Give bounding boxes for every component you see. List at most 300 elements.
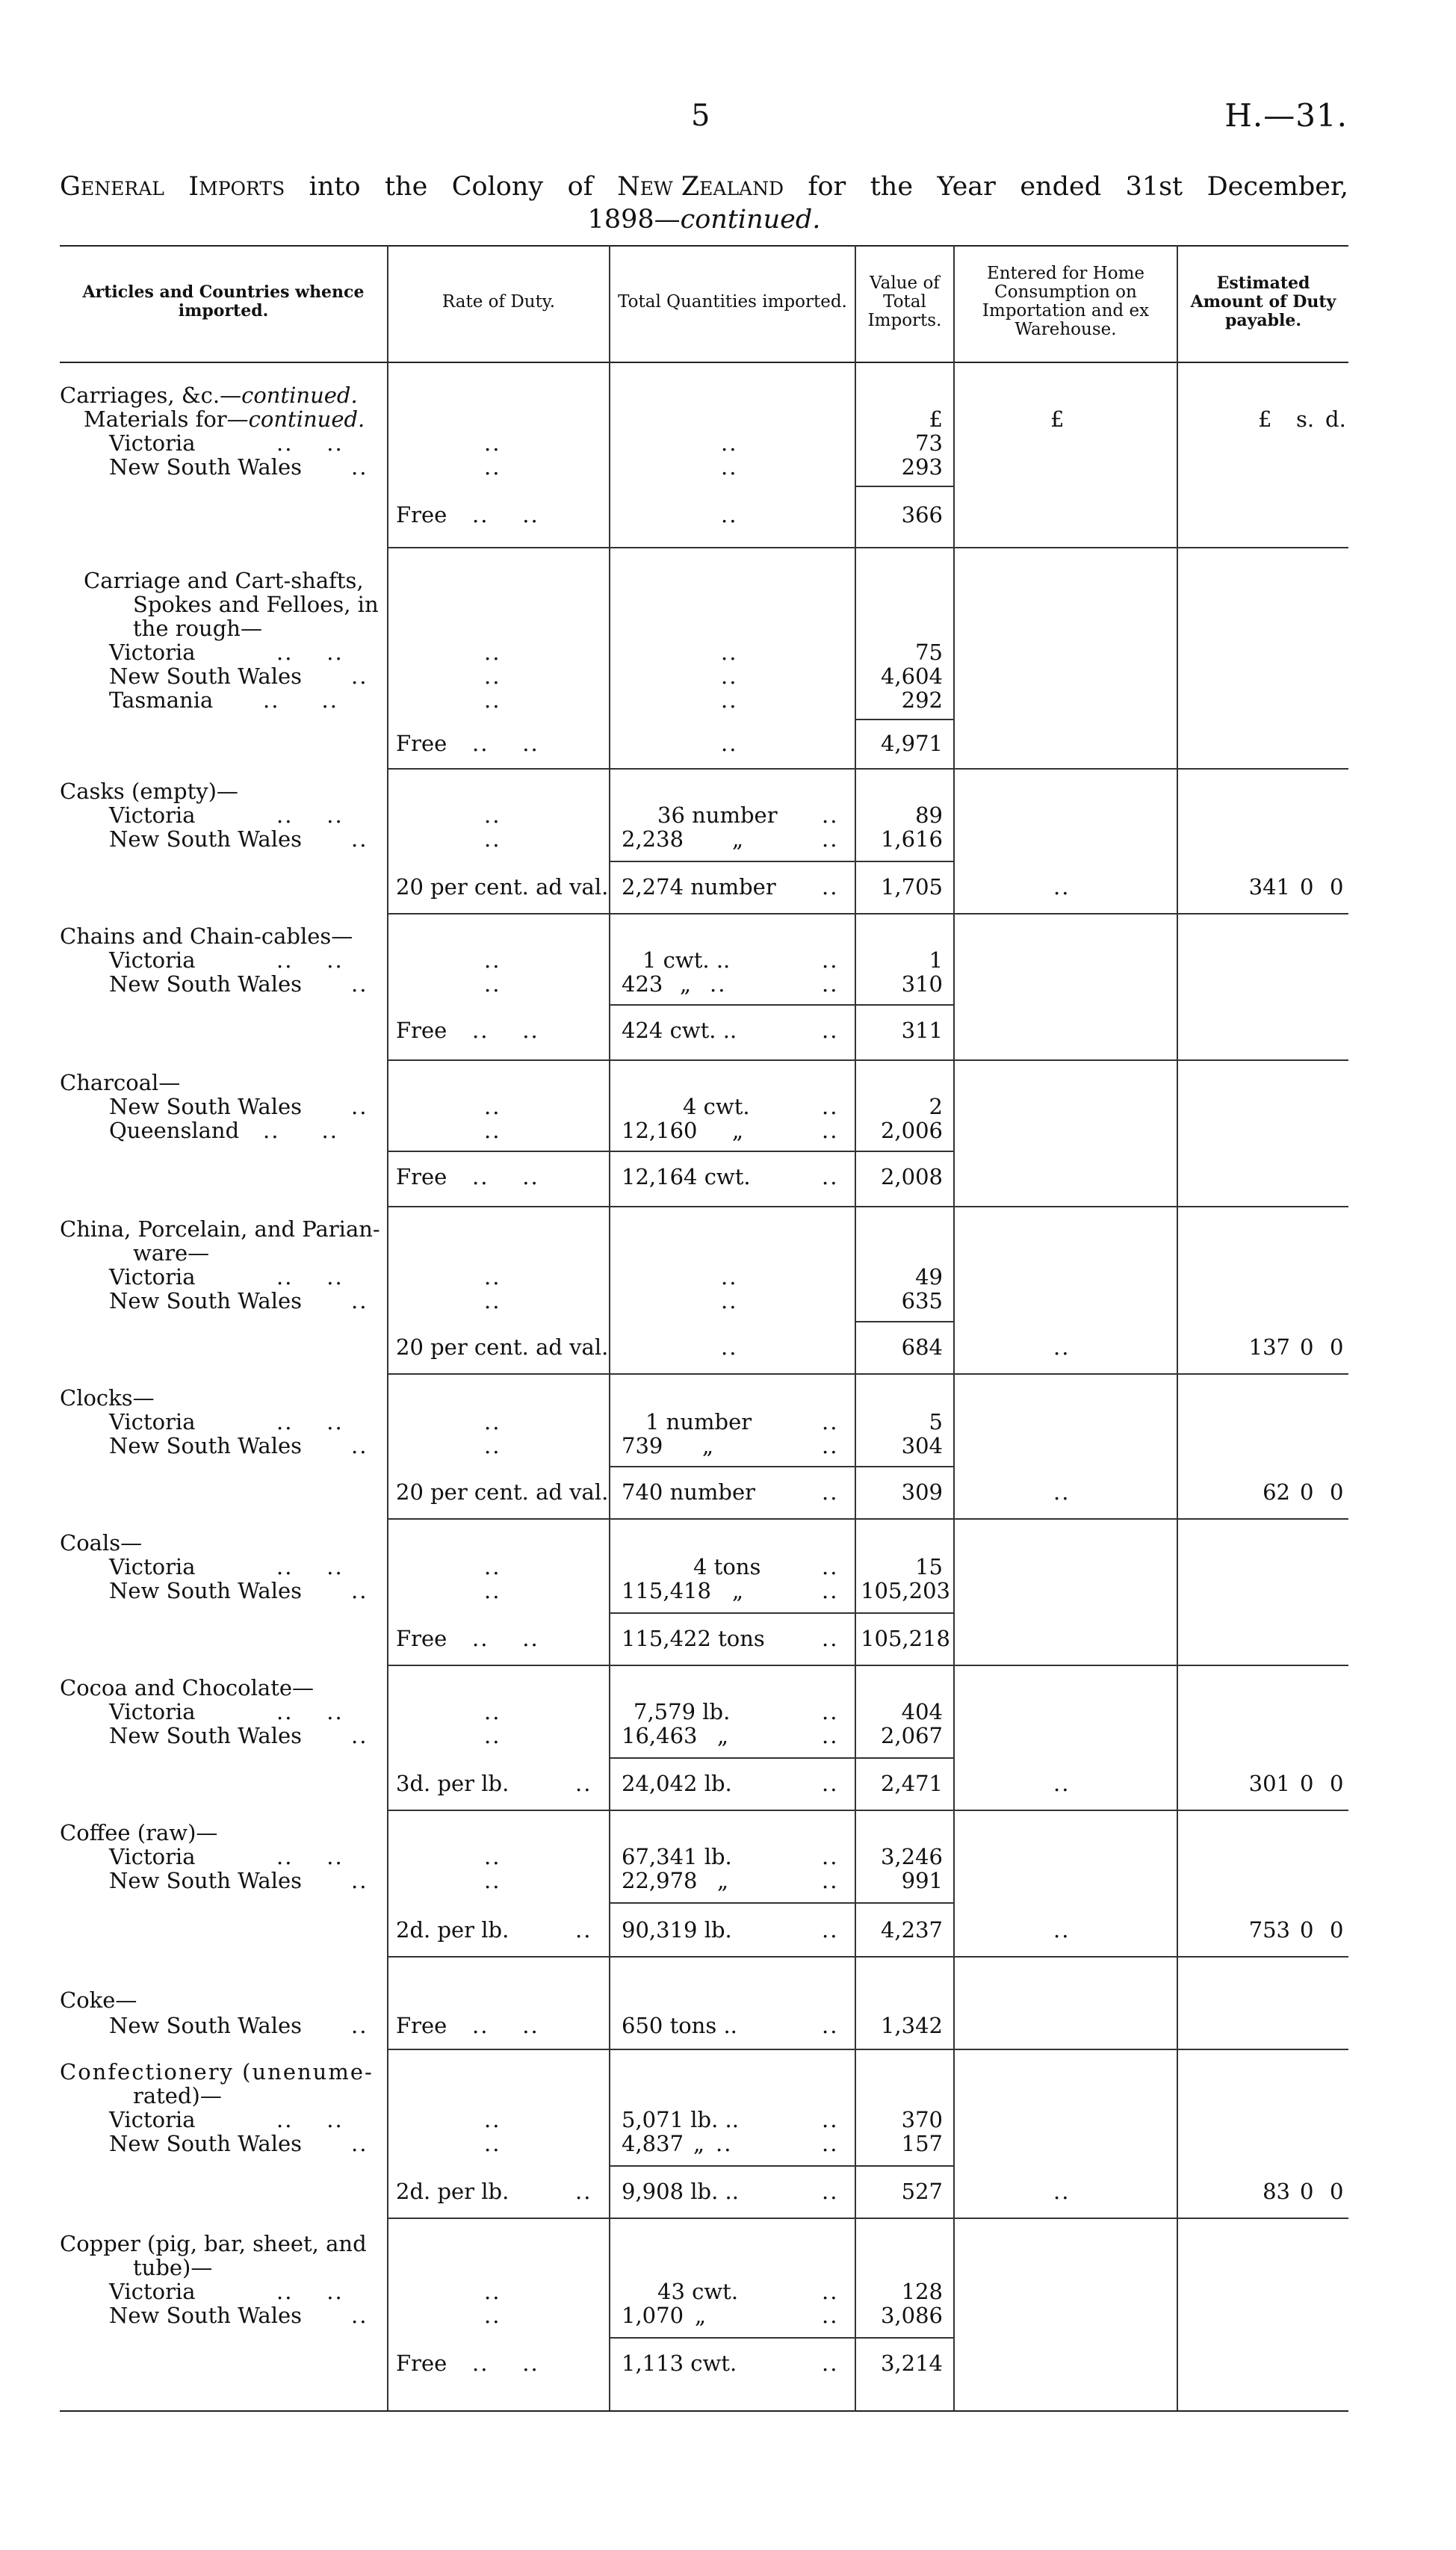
value-cell: 1: [929, 947, 943, 973]
duty-pounds: 301: [1248, 1771, 1290, 1796]
leader-dots: ..: [351, 826, 368, 852]
subtotal-rule: [856, 1321, 953, 1322]
country-label: Victoria: [109, 802, 196, 828]
leader-dots: .. ..: [472, 502, 539, 527]
group-rule: [387, 547, 1348, 548]
quantity-cell: 4,837: [622, 2131, 684, 2156]
leader-dots: ..: [351, 663, 368, 689]
value-total: 2,471: [880, 1771, 943, 1796]
duty-pounds: 83: [1263, 2179, 1290, 2204]
value-cell: 5: [929, 1409, 943, 1435]
leader-dots: ..: [822, 1868, 839, 1893]
title-year: 1898—: [587, 205, 681, 235]
leader-dots: ..: [822, 947, 839, 973]
ditto-mark: „: [732, 1118, 744, 1143]
leader-dots: ..: [351, 454, 368, 480]
rate-cell: Free: [396, 502, 447, 527]
leader-dots: ..: [484, 454, 501, 480]
leader-dots: ..: [351, 1288, 368, 1313]
value-cell: 75: [915, 640, 943, 665]
country-label: Victoria: [109, 640, 196, 665]
quantity-total: 90,319 lb.: [622, 1917, 732, 1943]
leader-dots: ..: [822, 1018, 839, 1043]
leader-dots: .. ..: [472, 731, 539, 756]
title-word: General: [60, 172, 164, 202]
leader-dots: ..: [1053, 874, 1071, 900]
value-cell: 4,604: [880, 663, 943, 689]
subtotal-rule: [609, 861, 953, 862]
value-total: 1,705: [880, 874, 943, 900]
leader-dots: ..: [721, 731, 738, 756]
group-subtitle: Materials for—continued.: [84, 406, 365, 432]
country-label: Victoria: [109, 947, 196, 973]
group-title: Copper (pig, bar, sheet, and: [60, 2231, 367, 2256]
quantity-cell: 1 cwt. ..: [642, 947, 731, 973]
leader-dots: ..: [822, 1917, 839, 1943]
leader-dots: ..: [575, 1771, 592, 1796]
ditto-mark: „: [732, 1578, 744, 1603]
ditto-mark: „: [702, 1433, 714, 1458]
duty-unit-shillings: s.: [1296, 406, 1315, 432]
leader-dots: ..: [822, 826, 839, 852]
country-label: New South Wales: [109, 1288, 303, 1313]
group-rule: [387, 768, 1348, 770]
quantity-total: 12,164 cwt.: [622, 1164, 751, 1189]
leader-dots: ..: [721, 1288, 738, 1313]
value-cell: 3,086: [880, 2303, 943, 2328]
country-label: Victoria: [109, 1699, 196, 1724]
leader-dots: .. ..: [276, 640, 344, 665]
title-word: the: [870, 172, 914, 202]
duty-pence: 0: [1330, 1479, 1344, 1505]
leader-dots: ..: [351, 1094, 368, 1119]
group-title: Coffee (raw)—: [60, 1820, 218, 1845]
leader-dots: ..: [822, 2303, 839, 2328]
leader-dots: .. ..: [276, 2279, 344, 2304]
value-cell: 73: [915, 430, 943, 456]
country-label: Victoria: [109, 1844, 196, 1869]
value-cell: 404: [901, 1699, 943, 1724]
country-label: New South Wales: [109, 2013, 303, 2038]
leader-dots: ..: [1053, 1334, 1071, 1360]
country-label: Victoria: [109, 2279, 196, 2304]
group-title: rated)—: [133, 2083, 222, 2108]
subtotal-rule: [609, 1902, 953, 1904]
table-top-rule: [60, 245, 1348, 247]
leader-dots: ..: [721, 1334, 738, 1360]
value-cell: 1,616: [880, 826, 943, 852]
duty-pounds: 341: [1248, 874, 1290, 900]
leader-dots: ..: [484, 640, 501, 665]
quantity-cell: 2,238: [622, 826, 684, 852]
ditto-mark: „: [717, 1868, 729, 1893]
leader-dots: ..: [822, 1723, 839, 1748]
quantity-cell: 1 number: [645, 1409, 752, 1435]
quantity-cell: 43 cwt.: [657, 2279, 739, 2304]
duty-pence: 0: [1330, 1917, 1344, 1943]
ditto-mark: „: [717, 1723, 729, 1748]
quantity-total: 424 cwt. ..: [622, 1018, 737, 1043]
quantity-total: 9,908 lb. ..: [622, 2179, 739, 2204]
country-label: New South Wales: [109, 1433, 303, 1458]
leader-dots: ..: [822, 1844, 839, 1869]
group-rule: [387, 913, 1348, 915]
quantity-total: 24,042 lb.: [622, 1771, 732, 1796]
leader-dots: ..: [351, 1723, 368, 1748]
value-cell: 2,006: [880, 1118, 943, 1143]
country-label: Victoria: [109, 2107, 196, 2132]
value-cell: 105,203: [861, 1578, 950, 1603]
column-header-entered: Entered for Home Consumption on Importation and ex Warehouse.: [982, 264, 1150, 339]
leader-dots: ..: [1053, 1917, 1071, 1943]
title-word: 31st: [1125, 172, 1183, 202]
rate-cell: Free: [396, 2351, 447, 2376]
leader-dots: .. ..: [276, 947, 344, 973]
duty-pence: 0: [1330, 1334, 1344, 1360]
leader-dots: ..: [721, 663, 738, 689]
leader-dots: ..: [351, 1578, 368, 1603]
leader-dots: ..: [822, 874, 839, 900]
title-word: December,: [1206, 172, 1348, 202]
column-divider: [387, 245, 388, 2410]
country-label: Queensland: [109, 1118, 240, 1143]
imports-table: [60, 245, 1348, 2412]
leader-dots: .. ..: [276, 2107, 344, 2132]
header-bottom-rule: [60, 362, 1348, 363]
table-bottom-rule: [60, 2410, 1348, 2412]
duty-unit-pounds: £: [1258, 406, 1272, 432]
column-divider: [1177, 245, 1178, 2410]
duty-shillings: 0: [1300, 1479, 1314, 1505]
value-cell: 15: [915, 1554, 943, 1579]
leader-dots: ..: [1053, 1479, 1071, 1505]
subtotal-rule: [609, 1004, 953, 1006]
leader-dots: ..: [484, 1433, 501, 1458]
country-label: New South Wales: [109, 2131, 303, 2156]
leader-dots: ..: [822, 1554, 839, 1579]
group-title: ware—: [133, 1240, 210, 1266]
leader-dots: ..: [822, 2279, 839, 2304]
leader-dots: ..: [484, 1554, 501, 1579]
leader-dots: ..: [710, 971, 727, 997]
title-word: for: [808, 172, 846, 202]
column-divider: [855, 245, 856, 2410]
duty-pence: 0: [1330, 1771, 1344, 1796]
duty-pence: 0: [1330, 874, 1344, 900]
leader-dots: ..: [822, 1771, 839, 1796]
leader-dots: ..: [822, 2013, 839, 2038]
rate-cell: 2d. per lb.: [396, 1917, 509, 1943]
group-title: Coals—: [60, 1530, 143, 1556]
value-cell: 2: [929, 1094, 943, 1119]
leader-dots: ..: [822, 2351, 839, 2376]
duty-shillings: 0: [1300, 1917, 1314, 1943]
duty-pence: 0: [1330, 2179, 1344, 2204]
duty-pounds: 137: [1248, 1334, 1290, 1360]
leader-dots: ..: [484, 2107, 501, 2132]
leader-dots: ..: [822, 1094, 839, 1119]
quantity-cell: 7,579 lb.: [633, 1699, 731, 1724]
title-word: into: [309, 172, 361, 202]
leader-dots: .. ..: [472, 2013, 539, 2038]
leader-dots: .. ..: [263, 687, 338, 713]
leader-dots: ..: [822, 2179, 839, 2204]
leader-dots: ..: [484, 1094, 501, 1119]
leader-dots: .. ..: [276, 802, 344, 828]
quantity-total: 115,422 tons: [622, 1626, 765, 1651]
value-total: 4,237: [880, 1917, 943, 1943]
leader-dots: ..: [822, 1164, 839, 1189]
leader-dots: ..: [721, 454, 738, 480]
column-header-quantities: Total Quantities imported.: [618, 291, 847, 312]
leader-dots: ..: [484, 1699, 501, 1724]
title-word: the: [384, 172, 428, 202]
country-label: New South Wales: [109, 1723, 303, 1748]
leader-dots: ..: [822, 971, 839, 997]
leader-dots: .. ..: [276, 1699, 344, 1724]
page-title: [60, 170, 1348, 236]
duty-pounds: 62: [1263, 1479, 1290, 1505]
group-title: Clocks—: [60, 1385, 155, 1411]
rate-cell: Free: [396, 1626, 447, 1651]
leader-dots: ..: [484, 826, 501, 852]
leader-dots: ..: [351, 2131, 368, 2156]
leader-dots: ..: [822, 1118, 839, 1143]
quantity-cell: 1,070: [622, 2303, 684, 2328]
value-cell: 991: [901, 1868, 943, 1893]
ditto-mark: „: [732, 826, 744, 852]
group-rule: [387, 1206, 1348, 1207]
country-label: New South Wales: [109, 971, 303, 997]
value-cell: 3,246: [880, 1844, 943, 1869]
subtotal-rule: [609, 1466, 953, 1467]
leader-dots: ..: [721, 430, 738, 456]
value-cell: 49: [915, 1264, 943, 1290]
leader-dots: .. ..: [276, 1844, 344, 1869]
leader-dots: ..: [822, 2107, 839, 2132]
leader-dots: ..: [1053, 2179, 1071, 2204]
quantity-total: 1,113 cwt.: [622, 2351, 737, 2376]
quantity-cell: 5,071 lb. ..: [622, 2107, 739, 2132]
country-label: New South Wales: [109, 1868, 303, 1893]
subtotal-rule: [856, 719, 953, 720]
leader-dots: ..: [484, 1578, 501, 1603]
group-title: China, Porcelain, and Parian-: [60, 1216, 380, 1242]
leader-dots: ..: [484, 947, 501, 973]
group-title: Cocoa and Chocolate—: [60, 1675, 315, 1700]
duty-shillings: 0: [1300, 2179, 1314, 2204]
quantity-cell: 739: [622, 1433, 663, 1458]
leader-dots: ..: [721, 687, 738, 713]
leader-dots: ..: [822, 1409, 839, 1435]
quantity-cell: 423: [622, 971, 663, 997]
group-title: the rough—: [133, 616, 262, 641]
title-word: Imports: [188, 172, 285, 202]
leader-dots: ..: [822, 1699, 839, 1724]
leader-dots: ..: [484, 687, 501, 713]
column-divider: [609, 245, 610, 2410]
leader-dots: ..: [484, 1288, 501, 1313]
leader-dots: ..: [822, 1433, 839, 1458]
leader-dots: ..: [484, 1264, 501, 1290]
leader-dots: .. ..: [472, 1164, 539, 1189]
leader-dots: ..: [822, 2131, 839, 2156]
title-continued: continued.: [680, 205, 821, 235]
quantity-total: 2,274 number: [622, 874, 776, 900]
duty-shillings: 0: [1300, 1771, 1314, 1796]
value-cell: 1,342: [880, 2013, 943, 2038]
title-word: Colony: [451, 172, 544, 202]
ditto-mark: „: [680, 971, 692, 997]
country-label: Victoria: [109, 1409, 196, 1435]
group-title: Chains and Chain-cables—: [60, 923, 353, 949]
group-rule: [387, 1810, 1348, 1811]
value-unit: £: [929, 406, 943, 432]
value-total: 684: [901, 1334, 943, 1360]
group-rule: [387, 2218, 1348, 2219]
leader-dots: .. ..: [472, 2351, 539, 2376]
page-number: 5: [691, 99, 710, 133]
rate-cell: 20 per cent. ad val.: [396, 1334, 609, 1360]
rate-cell: Free: [396, 731, 447, 756]
column-header-value: Value of Total Imports.: [867, 273, 942, 330]
leader-dots: ..: [721, 640, 738, 665]
leader-dots: ..: [351, 971, 368, 997]
duty-shillings: 0: [1300, 1334, 1314, 1360]
leader-dots: ..: [351, 2013, 368, 2038]
leader-dots: ..: [721, 502, 738, 527]
country-label: New South Wales: [109, 663, 303, 689]
leader-dots: ..: [351, 2303, 368, 2328]
leader-dots: .. ..: [276, 1409, 344, 1435]
subtotal-rule: [609, 1757, 953, 1759]
leader-dots: ..: [716, 2131, 733, 2156]
leader-dots: ..: [484, 1868, 501, 1893]
leader-dots: ..: [575, 2179, 592, 2204]
quantity-cell: 16,463: [622, 1723, 698, 1748]
duty-unit-pence: d.: [1325, 406, 1346, 432]
leader-dots: .. ..: [276, 1554, 344, 1579]
leader-dots: ..: [484, 2303, 501, 2328]
leader-dots: .. ..: [276, 1264, 344, 1290]
group-title: Carriages, &c.—continued.: [60, 383, 358, 408]
value-cell: 304: [901, 1433, 943, 1458]
leader-dots: ..: [484, 1409, 501, 1435]
subtotal-rule: [609, 2165, 953, 2167]
quantity-cell: 4 cwt.: [683, 1094, 750, 1119]
leader-dots: ..: [721, 1264, 738, 1290]
quantity-cell: 4 tons: [693, 1554, 761, 1579]
title-word: New Zealand: [617, 172, 784, 202]
leader-dots: .. ..: [263, 1118, 338, 1143]
column-divider: [953, 245, 955, 2410]
title-word: of: [567, 172, 593, 202]
rate-cell: Free: [396, 1164, 447, 1189]
value-cell: 89: [915, 802, 943, 828]
value-total: 4,971: [880, 731, 943, 756]
value-total: 3,214: [880, 2351, 943, 2376]
leader-dots: ..: [822, 802, 839, 828]
country-label: Victoria: [109, 1554, 196, 1579]
rate-cell: 20 per cent. ad val.: [396, 874, 609, 900]
quantity-cell: 115,418: [622, 1578, 711, 1603]
quantity-cell: 22,978: [622, 1868, 698, 1893]
quantity-cell: 650 tons ..: [622, 2013, 737, 2038]
group-title: tube)—: [133, 2255, 213, 2280]
value-cell: 157: [901, 2131, 943, 2156]
subtotal-rule: [609, 2337, 953, 2339]
ditto-mark: „: [693, 2131, 705, 2156]
group-rule: [387, 2049, 1348, 2050]
value-total: 2,008: [880, 1164, 943, 1189]
quantity-total: 740 number: [622, 1479, 756, 1505]
document-reference: H.—31.: [1224, 97, 1348, 134]
group-rule: [387, 1059, 1348, 1061]
entered-unit: £: [1050, 406, 1065, 432]
subtotal-rule: [856, 486, 953, 487]
group-title: Confectionery (unenume-: [60, 2059, 374, 2085]
duty-pounds: 753: [1248, 1917, 1290, 1943]
group-rule: [387, 1956, 1348, 1958]
leader-dots: ..: [484, 1723, 501, 1748]
group-title: Spokes and Felloes, in: [133, 592, 379, 617]
value-total: 105,218: [861, 1626, 950, 1651]
leader-dots: .. ..: [276, 430, 344, 456]
value-cell: 635: [901, 1288, 943, 1313]
rate-cell: Free: [396, 2013, 447, 2038]
title-word: ended: [1020, 172, 1102, 202]
title-word: Year: [937, 172, 996, 202]
value-total: 527: [901, 2179, 943, 2204]
leader-dots: ..: [351, 1868, 368, 1893]
leader-dots: .. ..: [472, 1626, 539, 1651]
duty-shillings: 0: [1300, 874, 1314, 900]
rate-cell: 20 per cent. ad val.: [396, 1479, 609, 1505]
leader-dots: ..: [822, 1626, 839, 1651]
value-total: 309: [901, 1479, 943, 1505]
leader-dots: .. ..: [472, 1018, 539, 1043]
leader-dots: ..: [822, 1578, 839, 1603]
subtotal-rule: [387, 1151, 953, 1152]
value-cell: 310: [901, 971, 943, 997]
country-label: New South Wales: [109, 1578, 303, 1603]
value-cell: 292: [901, 687, 943, 713]
value-cell: 293: [901, 454, 943, 480]
group-title: Coke—: [60, 1987, 137, 2013]
group-title: Casks (empty)—: [60, 779, 238, 804]
value-cell: 370: [901, 2107, 943, 2132]
country-label: New South Wales: [109, 454, 303, 480]
column-header-rate: Rate of Duty.: [442, 291, 556, 312]
country-label: New South Wales: [109, 826, 303, 852]
quantity-cell: 67,341 lb.: [622, 1844, 732, 1869]
column-header-duty: Estimated Amount of Duty payable.: [1190, 273, 1336, 330]
country-label: Victoria: [109, 1264, 196, 1290]
subtotal-rule: [609, 1612, 953, 1614]
leader-dots: ..: [484, 2279, 501, 2304]
group-title: Charcoal—: [60, 1070, 181, 1095]
country-label: Tasmania: [109, 687, 214, 713]
leader-dots: ..: [484, 663, 501, 689]
rate-cell: 2d. per lb.: [396, 2179, 509, 2204]
leader-dots: ..: [484, 802, 501, 828]
leader-dots: ..: [351, 1433, 368, 1458]
group-title: Carriage and Cart-shafts,: [84, 568, 364, 593]
country-label: New South Wales: [109, 2303, 303, 2328]
leader-dots: ..: [822, 1479, 839, 1505]
group-rule: [387, 1373, 1348, 1375]
leader-dots: ..: [1053, 1771, 1071, 1796]
